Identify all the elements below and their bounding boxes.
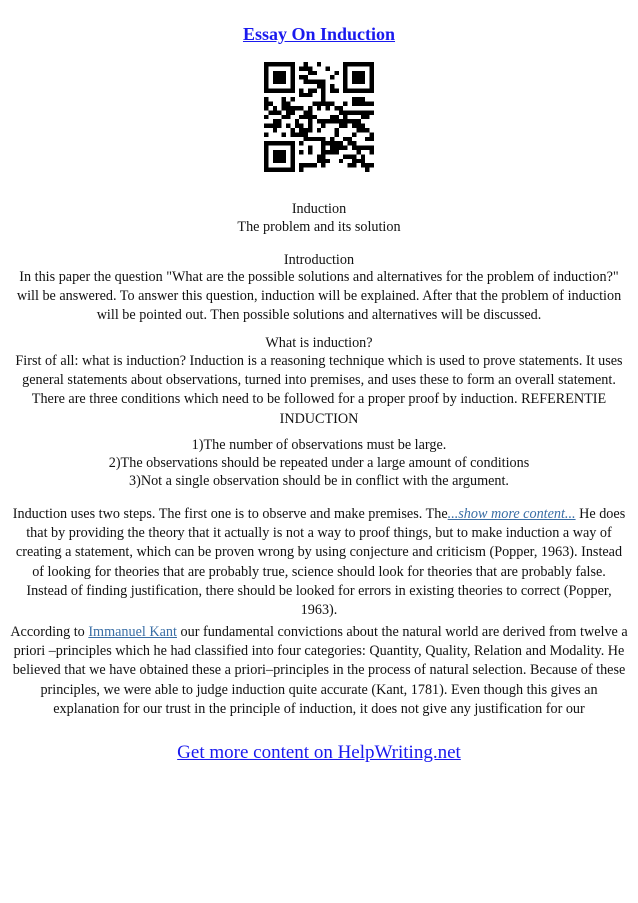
condition-3: 3)Not a single observation should be in conflict with the argument.	[129, 473, 509, 489]
what-heading: What is induction?	[265, 335, 373, 351]
condition-2: 2)The observations should be repeated under a large amount of conditions	[108, 455, 530, 471]
steps-paragraph	[10, 505, 628, 620]
what-paragraph: First of all: what is induction? Induction is a reasoning technique which is used to prove statements. It uses general statements about observations, turned into premises, and uses these to form an overall statement. There are three conditions which need to be followed for a proper proof by induction. REFERENTIE INDUCTION	[15, 353, 623, 427]
steps-text-after: He does that by providing the theory that it actually is not a way to proof things, but to make induction a way of creating a statement, which can be proven wrong by using conjecture and criticism (Popper, 1963). Instead of looking for theories that are probably true, science should look for theories that are probably false. Instead of finding justification, there should be looked for errors in existing theories to correct (Popper, 1963).	[15, 506, 626, 619]
intro-paragraph: In this paper the question "What are the possible solutions and alternatives for the problem of induction?" will be answered. To answer this question, induction will be explained. After that the problem of induction will be pointed out. Then possible solutions and alternatives will be discussed.	[16, 269, 622, 324]
get-more-content-link[interactable]: Get more content on HelpWriting.net	[177, 742, 461, 763]
document-title-link[interactable]: Essay On Induction	[242, 24, 396, 44]
header-line-2: The problem and its solution	[237, 219, 401, 235]
kant-before: According to	[10, 624, 89, 640]
kant-paragraph	[10, 623, 628, 719]
steps-text-before: Induction uses two steps. The first one is to observe and make premises. The	[12, 506, 448, 522]
kant-link[interactable]: Immanuel Kant	[88, 624, 177, 640]
kant-after: our fundamental convictions about the natural world are derived from twelve a priori –principles which he had classified into four categories: Quantity, Quality, Relation and Modality. He believed that we have obtained these a priori–principles in the process of natural selection. Because of these principles, we were able to judge induction quite accurate (Kant, 1781). Even though this gives an explanation for our trust in the principle of induction, it does not give any justification for our	[12, 624, 628, 717]
intro-heading: Introduction	[283, 252, 355, 268]
show-more-link[interactable]: ...show more content...	[447, 506, 576, 522]
header-line-1: Induction	[291, 201, 347, 217]
qr-code-icon	[264, 62, 374, 172]
condition-1: 1)The number of observations must be large.	[191, 437, 447, 453]
